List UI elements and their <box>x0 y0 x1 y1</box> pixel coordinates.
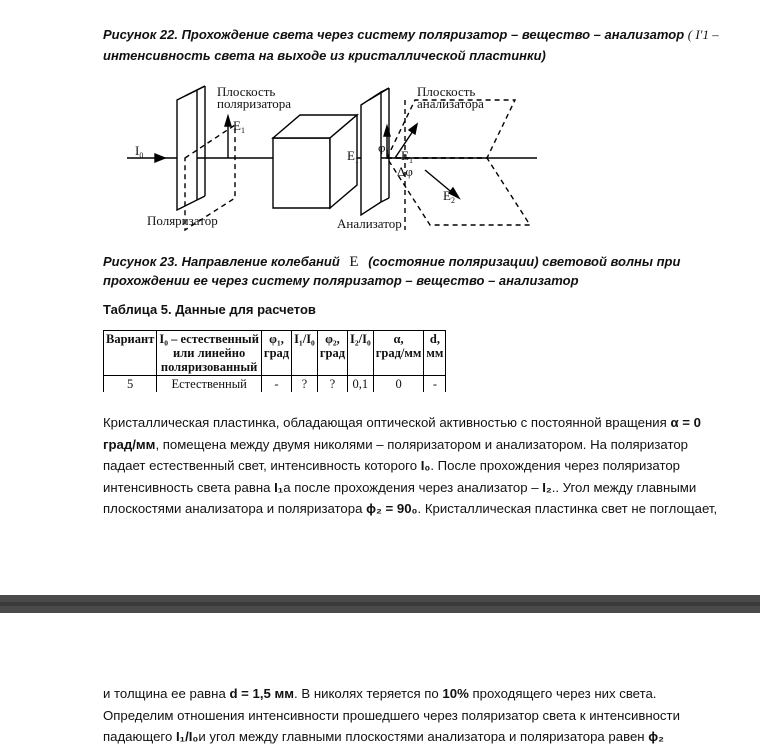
analyzer-label: Анализатор <box>337 216 402 231</box>
e2-label-sub: 2 <box>450 196 455 205</box>
figure-22-caption-symbol: ( I′1 – <box>687 27 719 42</box>
figure-23-caption-symbol: E <box>349 254 359 270</box>
e1-label-sub: 1 <box>240 126 245 135</box>
figure-23-caption-part2: (состояние поляризации) световой волны при <box>368 254 681 269</box>
polarizer-label: Поляризатор <box>147 213 218 228</box>
cell-d: - <box>424 376 446 393</box>
cell-phi1: - <box>261 376 291 393</box>
header-d: d, мм <box>424 331 446 376</box>
header-i1i0: I₁/I₀ <box>292 331 318 376</box>
cell-i1i0: ? <box>292 376 318 393</box>
paragraph-1-line-5: плоскостями анализатора и поляризатора ϕ₂ = 90₀. Кристаллическая пластинка свет не поглощает, <box>103 501 718 516</box>
paragraph-2-line-3: падающего I₁/I₀и угол между главными плоскостями анализатора и поляризатора равен ϕ₂ <box>103 729 664 744</box>
i0-label: I <box>135 143 140 158</box>
header-alpha: α, град/мм <box>373 331 424 376</box>
paragraph-1-line-2: град/мм, помещена между двумя николями – поляризатором и анализатором. На поляризатор <box>103 436 689 452</box>
paragraph-1-line-3: падает естественный свет, интенсивность которого I₀. После прохождения через поляризатор <box>103 458 681 473</box>
e-prime-label-sub: 1 <box>354 156 359 165</box>
paragraph-1-line-4: интенсивность света равна I₁а после прохождения через анализатор – I₂.. Угол между главными <box>103 479 697 495</box>
figure-23-caption-part1: Рисунок 23. Направление колебаний <box>103 254 340 269</box>
polarizer-plate <box>177 90 197 210</box>
paragraph-2 <box>103 683 723 748</box>
document-page-2 <box>0 613 760 746</box>
e2-label: E <box>443 188 451 203</box>
cell-alpha: 0 <box>373 376 424 393</box>
paragraph-2-line-2: Определим отношения интенсивности прошедшего через поляризатор света к интенсивности <box>103 707 680 723</box>
i0-label-sub: 0 <box>139 151 144 160</box>
incoming-arrow <box>155 154 165 162</box>
figure-23-caption-line2: прохождении ее через систему поляризатор – вещество – анализатор <box>103 273 579 288</box>
header-variant: Вариант <box>104 331 157 376</box>
svg-text:E1 <box>233 118 245 135</box>
svg-text:Анализатор <box>337 216 402 231</box>
polarization-diagram <box>125 80 545 240</box>
phi-label-sub: 1 <box>385 148 390 157</box>
header-phi1: φ₁, град <box>261 331 291 376</box>
svg-text:Поляризатор <box>147 213 218 228</box>
table-row <box>104 376 446 393</box>
cell-variant: 5 <box>104 376 157 393</box>
page-break-separator <box>0 595 760 613</box>
cell-i0: Естественный <box>157 376 262 393</box>
analyzer-plane-label-1: Плоскость <box>417 84 476 99</box>
cell-phi2: ? <box>317 376 347 393</box>
cell-i2i0: 0,1 <box>348 376 374 393</box>
svg-text:φ1 <box>378 140 390 157</box>
paragraph-1-line-1: Кристаллическая пластинка, обладающая оптической активностью с постоянной вращения α = 0 <box>103 415 701 430</box>
svg-text:анализатора <box>417 96 484 111</box>
figure-22-caption <box>103 25 719 45</box>
polarizer-plane-label-2: поляризатора <box>217 96 292 111</box>
table-title: Таблица 5. Данные для расчетов <box>103 302 316 317</box>
svg-text:поляризатора <box>217 96 291 111</box>
paragraph-1 <box>103 412 723 520</box>
figure-23-caption <box>103 252 680 272</box>
phi-label: φ <box>378 140 386 155</box>
header-phi2: φ₂, град <box>317 331 347 376</box>
svg-text:Δφ <box>397 164 413 179</box>
data-table <box>103 330 446 392</box>
figure-22-caption-text: Рисунок 22. Прохождение света через систему поляризатор – вещество – анализатор <box>103 27 685 42</box>
table-header-row <box>104 331 446 376</box>
e1-label: E <box>233 118 241 133</box>
crystal-cube-front <box>273 138 330 208</box>
svg-text:I0 <box>135 143 143 160</box>
figure-22-caption-line2: интенсивность света на выходе из кристаллической пластинки) <box>103 48 546 63</box>
header-i0: I₀ – естественный или линейно поляризованный <box>157 331 262 376</box>
e-prime-label: E <box>347 148 355 163</box>
header-i2i0: I₂/I₀ <box>348 331 374 376</box>
svg-text:E1 <box>401 148 413 165</box>
paragraph-2-line-1: и толщина ее равна d = 1,5 мм. В николях теряется по 10% проходящего через них света. <box>103 686 657 701</box>
e1b-label-sub: 1 <box>408 156 413 165</box>
polarizer-plane-label-1: Плоскость <box>217 84 276 99</box>
analyzer-plane-label-2: анализатора <box>417 96 484 111</box>
e1b-label: E <box>401 148 409 163</box>
delta-phi-label: Δφ <box>397 164 413 179</box>
